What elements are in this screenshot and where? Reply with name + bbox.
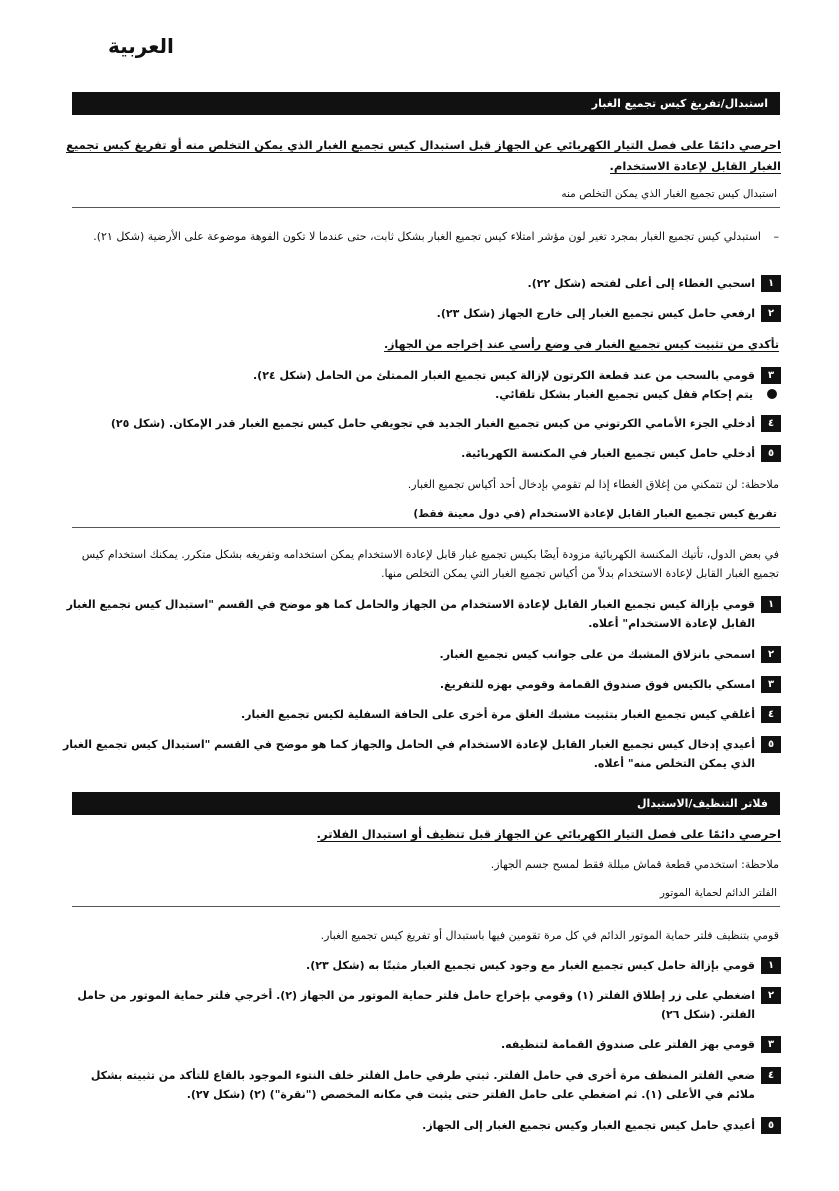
step-text: اضغطي على زر إطلاق الفلتر (١) وقومي بإخراج حامل فلتر حماية الموتور من الجهاز (٢). أخرجي فلتر حماية الموتور من حامل الفلتر. (شكل ٢٦) [77, 989, 755, 1021]
subhead-disposable-bag: استبدال كيس تجميع الغبار الذي يمكن التخلص منه [561, 188, 777, 200]
bullet-auto-lock [59, 385, 779, 404]
step-text: أغلقي كيس تجميع الغبار بتثبيت مشبك الغلق مرة أخرى على الحافة السفلية لكيس تجميع الغبار. [240, 708, 755, 721]
emphasis-upright [59, 335, 779, 354]
emphasis-text: تأكدي من تثبيت كيس تجميع الغبار في وضع رأسي عند إخراجه من الجهاز. [383, 338, 779, 351]
step-number-badge: ٥ [761, 445, 781, 462]
step-1 [61, 595, 781, 633]
step-number-badge: ١ [761, 596, 781, 613]
step-5 [61, 735, 781, 773]
step-3 [61, 675, 781, 694]
dash-item [67, 227, 779, 246]
step-number-badge: ٣ [761, 1036, 781, 1053]
step-text: أدخلي حامل كيس تجميع الغبار في المكنسة الكهربائية. [461, 447, 755, 460]
divider [72, 527, 780, 528]
step-text: أعيدي حامل كيس تجميع الغبار وكيس تجميع الغبار إلى الجهاز. [422, 1119, 755, 1132]
step-number-badge: ١ [761, 957, 781, 974]
subhead-reusable-bag: تفريغ كيس تجميع الغبار القابل لإعادة الاستخدام (في دول معينة فقط) [413, 508, 777, 520]
step-text: أعيدي إدخال كيس تجميع الغبار القابل لإعادة الاستخدام في الحامل والجهاز كما هو موضح في القسم "استبدال كيس تجميع الغبار الذي يمكن التخلص منه" أعلاه. [62, 738, 755, 770]
step-1 [61, 274, 781, 293]
step-2 [61, 645, 781, 664]
step-number-badge: ٢ [761, 305, 781, 322]
divider [72, 207, 780, 208]
paragraph-motor-filter: قومي بتنظيف فلتر حماية الموتور الدائم في كل مرة تقومين فيها باستبدال أو تفريغ كيس تجميع الغبار. [320, 929, 779, 942]
step-text: اسحبي الغطاء إلى أعلى لفتحه (شكل ٢٢). [527, 277, 755, 290]
step-4 [61, 1066, 781, 1104]
warning-unplug-filters [61, 824, 781, 845]
step-2 [61, 986, 781, 1024]
divider [72, 906, 780, 907]
step-number-badge: ٥ [761, 1117, 781, 1134]
step-text: امسكي بالكيس فوق صندوق القمامة وقومي بهزه للتفريغ. [439, 678, 755, 691]
subhead-motor-filter: الفلتر الدائم لحماية الموتور [659, 887, 777, 899]
step-5 [61, 1116, 781, 1135]
section-bar-replace-dust-bag [72, 92, 780, 115]
dash-text: استبدلي كيس تجميع الغبار بمجرد تغير لون مؤشر امتلاء كيس تجميع الغبار بشكل ثابت، حتى عندما لا تكون الفوهة موضوعة على الأرضية (شكل ٢١). [93, 230, 761, 243]
step-number-badge: ٢ [761, 987, 781, 1004]
section-bar-title: استبدال/تفريغ كيس تجميع الغبار [591, 97, 768, 110]
paragraph-reusable: في بعض الدول، تأتيك المكنسة الكهربائية مزودة أيضًا بكيس تجميع غبار قابل لإعادة الاستخدام يمكن استخدامه وتفريغه بشكل متكرر. يمكنك استخدام كيس تجميع الغبار القابل لإعادة الاستخدام بدلاً من أكياس تجميع الغبار التي يمكن التخلص منها. [81, 548, 779, 580]
step-text: قومي بإزالة حامل كيس تجميع الغبار مع وجود كيس تجميع الغبار مثبتًا به (شكل ٢٣). [306, 959, 755, 972]
step-number-badge: ٤ [761, 415, 781, 432]
bullet-text: يتم إحكام قفل كيس تجميع الغبار بشكل تلقائي. [495, 388, 753, 401]
step-1 [61, 956, 781, 975]
step-text: قومي بالسحب من عند قطعة الكرتون لإزالة كيس تجميع الغبار الممتلئ من الحامل (شكل ٢٤). [253, 369, 755, 382]
warning-unplug [61, 135, 781, 177]
bullet-dot-icon [767, 389, 777, 399]
step-number-badge: ١ [761, 275, 781, 292]
note-lid: ملاحظة: لن تتمكني من إغلاق الغطاء إذا لم تقومي بإدخال أحد أكياس تجميع الغبار. [407, 478, 779, 491]
step-text: قومي بإزالة كيس تجميع الغبار القابل لإعادة الاستخدام من الجهاز والحامل كما هو موضح في القسم "استبدال كيس تجميع الغبار القابل لإعادة الاستخدام" أعلاه. [66, 598, 755, 630]
step-3 [61, 366, 781, 385]
step-number-badge: ٣ [761, 676, 781, 693]
step-number-badge: ٢ [761, 646, 781, 663]
dash-symbol: – [773, 230, 779, 243]
step-text: اسمحي بانزلاق المشبك من على جوانب كيس تجميع الغبار. [439, 648, 755, 661]
step-number-badge: ٥ [761, 736, 781, 753]
step-text: ضعي الفلتر المنظف مرة أخرى في حامل الفلتر. ثبتي طرفي حامل الفلتر خلف النتوء الموجود بالقاع للتأكد من تثبيته بشكل ملائم في الأعلى (١). ثم اضغطي على حامل الفلتر حتى يثبت في مكانه المخصص ("نقرة") (٢) (شكل ٢٧). [90, 1069, 755, 1101]
step-number-badge: ٤ [761, 1067, 781, 1084]
language-label: العربية [108, 34, 174, 58]
step-4 [61, 705, 781, 724]
step-number-badge: ٤ [761, 706, 781, 723]
section-bar-title: فلاتر التنظيف/الاستبدال [637, 797, 768, 810]
step-2 [61, 304, 781, 323]
warning-text: احرصي دائمًا على فصل التيار الكهربائي عن الجهاز قبل استبدال كيس تجميع الغبار الذي يمكن التخلص منه أو تفريغ كيس تجميع الغبار القابل لإعادة الاستخدام. [66, 138, 781, 173]
step-text: أدخلي الجزء الأمامي الكرتوني من كيس تجميع الغبار الجديد في تجويفي حامل كيس تجميع الغبار قدر الإمكان. (شكل ٢٥) [110, 417, 755, 430]
step-text: ارفعي حامل كيس تجميع الغبار إلى خارج الجهاز (شكل ٢٣). [436, 307, 755, 320]
step-4 [61, 414, 781, 433]
warning-text: احرصي دائمًا على فصل التيار الكهربائي عن الجهاز قبل تنظيف أو استبدال الفلاتر. [316, 827, 781, 841]
step-3 [61, 1035, 781, 1054]
note-damp-cloth: ملاحظة: استخدمي قطعة قماش مبللة فقط لمسح جسم الجهاز. [490, 858, 779, 871]
step-text: قومي بهز الفلتر على صندوق القمامة لتنظيفه. [500, 1038, 755, 1051]
step-5 [61, 444, 781, 463]
section-bar-filters [72, 792, 780, 815]
step-number-badge: ٣ [761, 367, 781, 384]
